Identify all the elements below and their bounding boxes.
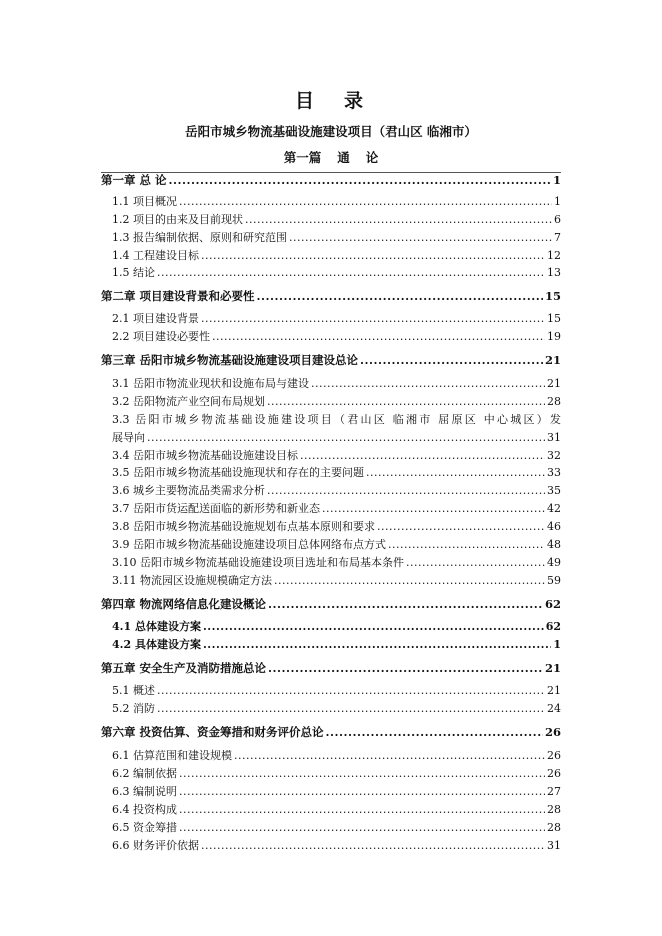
toc-section[interactable]: [112, 802, 561, 818]
toc-heading-left: 目: [294, 90, 318, 112]
toc-page-number: 1: [553, 638, 561, 651]
toc-section-label: 3.2 岳阳物流产业空间布局规划: [112, 395, 265, 408]
toc-heading: [0, 86, 662, 113]
toc-page-number: 42: [547, 502, 561, 515]
toc-page-number: 13: [547, 266, 561, 279]
toc-section-label: 6.5 资金筹措: [112, 821, 177, 834]
dot-leader: [157, 701, 545, 717]
toc-section[interactable]: [112, 555, 561, 571]
toc-page-number: 35: [547, 484, 561, 497]
dot-leader: [311, 376, 545, 392]
toc-section-label: 3.8 岳阳市城乡物流基础设施规划布点基本原则和要求: [112, 520, 375, 533]
dot-leader: [326, 724, 543, 740]
toc-section[interactable]: [112, 683, 561, 699]
toc-section-label: 4.2 具体建设方案: [112, 638, 201, 651]
dot-leader: [289, 230, 552, 246]
toc-section-label: 3.5 岳阳市城乡物流基础设施现状和存在的主要问题: [112, 466, 364, 479]
dot-leader: [147, 430, 545, 446]
toc-page-number: 12: [547, 249, 561, 262]
toc-section-label: 3.4 岳阳市城乡物流基础设施建设目标: [112, 449, 298, 462]
toc-section[interactable]: [112, 637, 561, 653]
toc-page-number: 7: [554, 231, 561, 244]
toc-chapter-2[interactable]: [101, 288, 561, 304]
toc-section-label: 3.1 岳阳市物流业现状和设施布局与建设: [112, 377, 309, 390]
toc-page-number: 48: [547, 538, 561, 551]
dot-leader: [274, 573, 545, 589]
toc-section[interactable]: [112, 820, 561, 836]
toc-page-number: 26: [547, 749, 561, 762]
toc-chapter-label: 第五章 安全生产及消防措施总论: [101, 661, 267, 675]
dot-leader: [268, 596, 543, 612]
toc-page-number: 28: [547, 803, 561, 816]
toc-section-label: 6.2 编制依据: [112, 767, 177, 780]
toc-section[interactable]: [112, 265, 561, 281]
dot-leader: [179, 784, 545, 800]
toc-section-label: 2.2 项目建设必要性: [112, 330, 210, 343]
toc-page-number: 15: [547, 312, 561, 325]
part-label: 第一篇: [283, 150, 322, 165]
toc-page-number: 21: [544, 353, 561, 367]
dot-leader: [388, 537, 545, 553]
toc-section[interactable]: [112, 448, 561, 464]
dot-leader: [406, 555, 545, 571]
dot-leader: [245, 212, 552, 228]
dot-leader: [268, 660, 543, 676]
toc-section-label: 1.3 报告编制依据、原则和研究范围: [112, 231, 287, 244]
toc-page-number: 28: [547, 395, 561, 408]
dot-leader: [157, 265, 545, 281]
toc-chapter-label: 第二章 项目建设背景和必要性: [101, 289, 255, 303]
toc-section[interactable]: [112, 573, 561, 589]
toc-section-label: 2.1 项目建设背景: [112, 312, 199, 325]
toc-chapter-label: 第一章 总 论: [101, 173, 167, 187]
part-heading: [0, 148, 662, 166]
dot-leader: [203, 619, 544, 635]
dot-leader: [201, 311, 545, 327]
dot-leader: [267, 394, 545, 410]
toc-chapter-6[interactable]: [101, 724, 561, 740]
dot-leader: [179, 820, 545, 836]
toc-section[interactable]: [112, 838, 561, 854]
toc-page-number: 24: [547, 702, 561, 715]
dot-leader: [366, 465, 545, 481]
toc-section[interactable]: [112, 501, 561, 517]
toc-section-label: 6.4 投资构成: [112, 803, 177, 816]
toc-section[interactable]: [112, 483, 561, 499]
toc-section-label: 3.3 岳阳市城乡物流基础设施建设项目（君山区 临湘市 屈原区 中心城区）发: [112, 413, 561, 426]
toc-page-number: 21: [547, 684, 561, 697]
toc-section[interactable]: [112, 329, 561, 345]
toc-section-label: 5.2 消防: [112, 702, 155, 715]
toc-page-number: 27: [547, 785, 561, 798]
dot-leader: [360, 352, 543, 368]
part-title-1: 通: [337, 150, 350, 165]
toc-section-label: 3.7 岳阳市货运配送面临的新形势和新业态: [112, 502, 320, 515]
toc-section[interactable]: [112, 748, 561, 764]
toc-page-number: 33: [547, 466, 561, 479]
toc-page-number: 31: [547, 839, 561, 852]
toc-section-label: 3.6 城乡主要物流品类需求分析: [112, 484, 265, 497]
project-subtitle: 岳阳市城乡物流基础设施建设项目（君山区 临湘市）: [185, 124, 477, 139]
toc-page-number: 59: [547, 574, 561, 587]
toc-section[interactable]: [112, 212, 561, 228]
toc-section-label: 6.1 估算范围和建设规模: [112, 749, 232, 762]
toc-section-label: 展导向: [112, 431, 145, 444]
part-title-2: 论: [365, 150, 379, 165]
toc-chapter-label: 第四章 物流网络信息化建设概论: [101, 597, 267, 611]
toc-heading-right: 录: [344, 90, 368, 112]
dot-leader: [157, 683, 545, 699]
toc-page-number: 6: [554, 213, 561, 226]
toc-page-number: 46: [547, 520, 561, 533]
toc-section-label: 6.3 编制说明: [112, 785, 177, 798]
toc-section[interactable]: [112, 701, 561, 717]
toc-chapter-label: 第三章 岳阳市城乡物流基础设施建设项目建设总论: [101, 353, 359, 367]
toc-section-label: 1.2 项目的由来及目前现状: [112, 213, 243, 226]
dot-leader: [201, 838, 545, 854]
toc-section[interactable]: [112, 619, 561, 635]
toc-page-number: 62: [544, 597, 561, 611]
toc-page-number: 26: [544, 725, 561, 739]
dot-leader: [169, 172, 551, 188]
toc-page-number: 49: [547, 556, 561, 569]
dot-leader: [267, 483, 545, 499]
toc-page-number: 15: [544, 289, 561, 303]
toc-section-label: 1.1 项目概况: [112, 195, 177, 208]
toc-section-label: 1.4 工程建设目标: [112, 249, 199, 262]
dot-leader: [179, 766, 545, 782]
toc-section-label: 5.1 概述: [112, 684, 155, 697]
dot-leader: [212, 329, 545, 345]
dot-leader: [377, 519, 545, 535]
toc-section[interactable]: [112, 766, 561, 782]
dot-leader: [201, 248, 545, 264]
toc-chapter-4[interactable]: [101, 596, 561, 612]
toc-section[interactable]: [112, 784, 561, 800]
dot-leader: [203, 637, 551, 653]
dot-leader: [300, 448, 545, 464]
toc-section[interactable]: [112, 394, 561, 410]
toc-section-label: 1.5 结论: [112, 266, 155, 279]
dot-leader: [257, 288, 543, 304]
toc-section-label: 3.9 岳阳市城乡物流基础设施建设项目总体网络布点方式: [112, 538, 386, 551]
toc-section[interactable]: [112, 537, 561, 553]
toc-section-label: 3.10 岳阳市城乡物流基础设施建设项目选址和布局基本条件: [112, 556, 404, 569]
toc-section[interactable]: [112, 194, 561, 210]
toc-section[interactable]: [112, 230, 561, 246]
toc-section[interactable]: [112, 376, 561, 392]
dot-leader: [234, 748, 545, 764]
toc-page-number: 31: [547, 431, 561, 444]
toc-page-number: 32: [547, 449, 561, 462]
toc-section[interactable]: [112, 412, 561, 428]
toc-section-label: 3.11 物流园区设施规模确定方法: [112, 574, 272, 587]
toc-page-number: 21: [547, 377, 561, 390]
toc-section[interactable]: [112, 311, 561, 327]
toc-page-number: 26: [547, 767, 561, 780]
toc-page-number: 21: [544, 661, 561, 675]
toc-section[interactable]: [112, 519, 561, 535]
toc-section[interactable]: [112, 248, 561, 264]
toc-chapter-3[interactable]: [101, 352, 561, 368]
toc-page-number: 1: [554, 195, 561, 208]
toc-section-label: 6.6 财务评价依据: [112, 839, 199, 852]
toc-page-number: 62: [545, 620, 561, 633]
toc-page-number: 19: [547, 330, 561, 343]
toc-page-number: 1: [552, 173, 561, 187]
toc-section-continued[interactable]: [112, 430, 561, 446]
dot-leader: [179, 194, 552, 210]
dot-leader: [322, 501, 545, 517]
toc-chapter-1[interactable]: [101, 172, 561, 188]
toc-chapter-label: 第六章 投资估算、资金筹措和财务评价总论: [101, 725, 324, 739]
toc-chapter-5[interactable]: [101, 660, 561, 676]
toc-section[interactable]: [112, 465, 561, 481]
dot-leader: [179, 802, 545, 818]
toc-page-number: 28: [547, 821, 561, 834]
toc-section-label: 4.1 总体建设方案: [112, 620, 201, 633]
